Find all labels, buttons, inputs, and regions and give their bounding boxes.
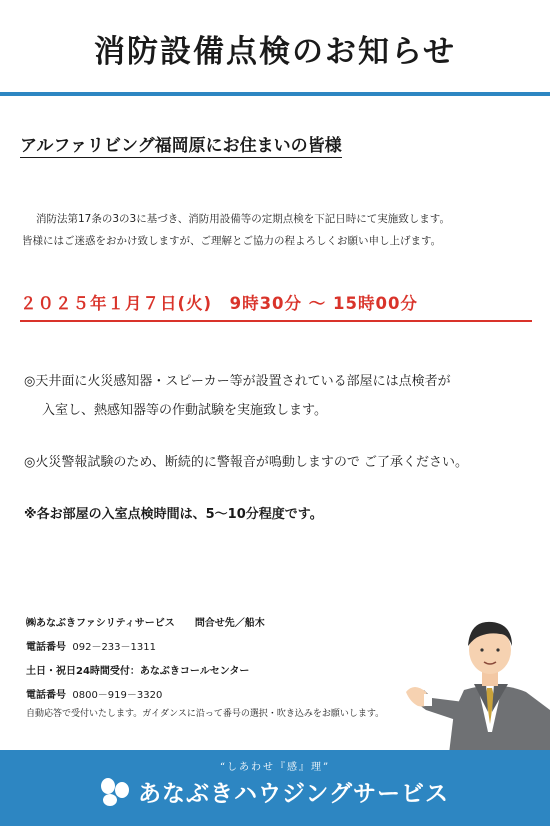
- intro-paragraph: [22, 208, 532, 252]
- inspection-datetime: ２０２５年１月７日(火) 9時30分 ～ 15時00分: [20, 294, 418, 313]
- recipient-heading: アルファリビング福岡原にお住まいの皆様: [20, 131, 342, 158]
- auto-reply-note: 自動応答で受付いたします。ガイダンスに沿って番号の選択・吹き込みをお願いします。: [26, 709, 385, 719]
- note1-line2: 入室し、熱感知器等の作動試験を実施致します。: [42, 403, 327, 418]
- inquiry-person: 問合せ先／船木: [194, 618, 265, 629]
- contact-block: [26, 612, 446, 708]
- phone2-label: 電話番号: [26, 690, 66, 701]
- note-alarm-test: ◎火災警報試験のため、断続的に警報音が鳴動しますので ご了承ください。: [24, 455, 468, 470]
- notice-title: 消防設備点検のお知らせ: [93, 34, 457, 70]
- note-inspection-duration: ※各お部屋の入室点検時間は、5～10分程度です。: [24, 507, 323, 522]
- note-ceiling-inspection: [24, 367, 534, 425]
- phone2-number: 0800－919－3320: [72, 690, 163, 701]
- brand-name: あなぶきハウジングサービス: [138, 780, 449, 807]
- note1-line1: ◎天井面に火災感知器・スピーカー等が設置されている部屋には点検者が: [24, 374, 451, 389]
- contact-phone-row: [26, 636, 446, 660]
- intro-line-2: 皆様にはご迷惑をおかけ致しますが、ご理解とご協力の程よろしくお願い申し上げます。: [22, 235, 442, 247]
- phone-label: 電話番号: [26, 642, 66, 653]
- brand-logo: [96, 774, 449, 808]
- presenter-illustration: [404, 612, 550, 762]
- phone-number: 092－233－1311: [72, 642, 156, 653]
- call-center: 土日・祝日24時間受付：あなぶきコールセンター: [26, 666, 250, 677]
- title-divider: [0, 92, 550, 96]
- contact-company-row: [26, 612, 446, 636]
- company-name: ㈱あなぶきファシリティサービス: [26, 618, 175, 629]
- footer-tagline: “しあわせ『感』理”: [219, 762, 331, 773]
- intro-line-1: 消防法第17条の3の3に基づき、消防用設備等の定期点検を下記日時にて実施致します。: [36, 213, 450, 225]
- brand-logo-icon: [96, 774, 132, 808]
- contact-phone2-row: [26, 684, 446, 708]
- datetime-underline: [20, 320, 532, 322]
